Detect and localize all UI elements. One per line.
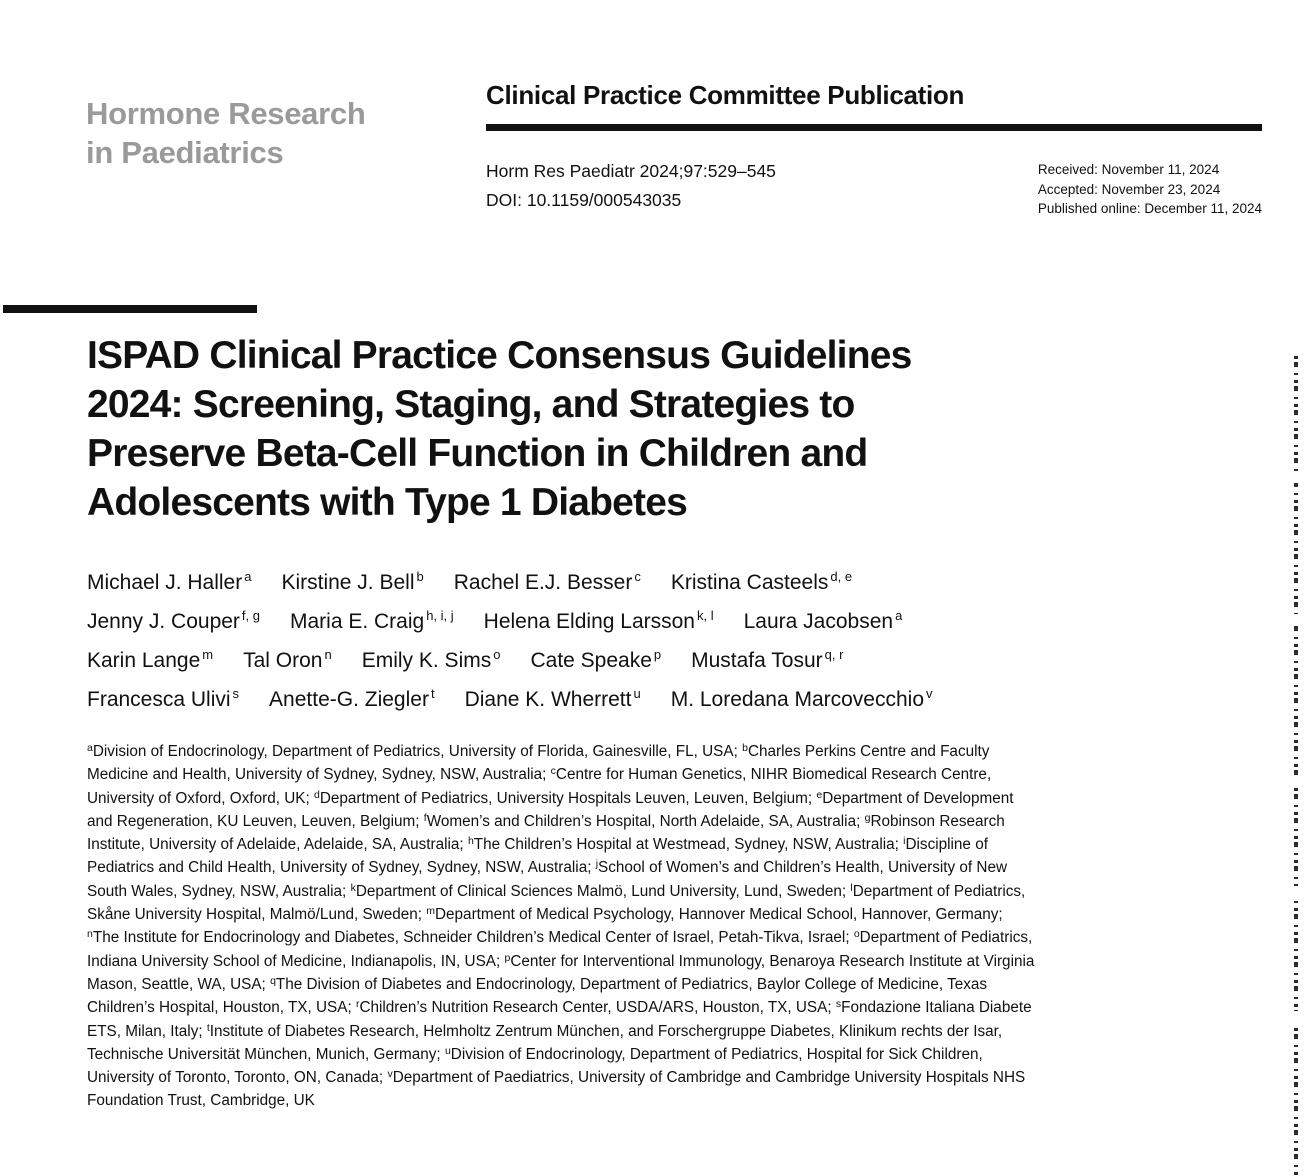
author-name: Laura Jacobsen $^a$ — [743, 608, 903, 633]
author-name: Michael J. Haller $^a$ — [87, 569, 252, 594]
author-name: Diane K. Wherrett $^u$ — [464, 686, 641, 711]
citation-block — [486, 157, 776, 215]
affiliation-superscript: s — [835, 998, 842, 1011]
author-row — [87, 609, 1087, 635]
author-affiliation-superscript: a — [244, 569, 252, 584]
author-affiliation-superscript: a — [895, 608, 903, 623]
author-affiliation-superscript: t — [430, 686, 435, 701]
author-affiliation-superscript: f, g — [241, 608, 260, 623]
header-meta-row — [486, 157, 1262, 219]
affiliation-superscript: p — [504, 951, 511, 964]
accepted-date: Accepted: November 23, 2024 — [1037, 181, 1221, 197]
article-title-line2: 2024: Screening, Staging, and Strategies to — [87, 383, 855, 426]
watermark-word-gap — [1294, 471, 1298, 483]
received-date: Received: November 11, 2024 — [1037, 162, 1220, 177]
article-title-line4: Adolescents with Type 1 Diabetes — [87, 481, 688, 524]
article-title — [87, 331, 1047, 527]
affiliation-superscript: g — [864, 811, 871, 824]
affiliation-superscript: i — [903, 835, 906, 848]
author-row — [87, 687, 1087, 713]
affiliation-superscript: r — [355, 998, 360, 1011]
author-affiliation-superscript: d, e — [830, 569, 853, 584]
author-name: Mustafa Tosur $^{q, r}$ — [691, 647, 844, 672]
affiliation-superscript: f — [423, 811, 427, 824]
publication-category: Clinical Practice Committee Publication — [486, 80, 965, 110]
affiliation-superscript: u — [444, 1044, 451, 1057]
author-affiliation-superscript: b — [416, 569, 424, 584]
journal-name-line1: Hormone Research — [86, 96, 366, 131]
author-name: Kristina Casteels $^{d, e}$ — [670, 569, 853, 594]
author-name: Cate Speake $^p$ — [530, 647, 662, 672]
affiliation-superscript: h — [467, 835, 474, 848]
journal-name-line2: in Paediatrics — [86, 135, 284, 170]
affiliation-superscript: t — [206, 1021, 210, 1034]
author-name: Jenny J. Couper $^{f, g}$ — [87, 608, 260, 633]
author-name: Kirstine J. Bell $^b$ — [281, 569, 424, 594]
author-name: Emily K. Sims $^o$ — [361, 647, 501, 672]
author-row — [87, 648, 1087, 674]
affiliation-superscript: d — [313, 788, 320, 801]
author-name: Rachel E.J. Besser $^c$ — [453, 569, 641, 594]
title-section-bar — [3, 305, 257, 313]
article-dates — [1038, 157, 1262, 219]
author-affiliation-superscript: c — [634, 569, 641, 584]
author-list — [87, 570, 1087, 726]
author-affiliation-superscript: q, r — [824, 647, 844, 662]
watermark-word-gap — [1294, 886, 1298, 896]
watermark-word-gap — [1294, 614, 1298, 624]
author-affiliation-superscript: n — [324, 647, 332, 662]
author-affiliation-superscript: h, i, j — [426, 608, 454, 623]
doi: DOI: 10.1159/000543035 — [486, 190, 682, 210]
author-affiliation-superscript: o — [493, 647, 501, 662]
author-affiliation-superscript: v — [926, 686, 933, 701]
published-date: Published online: December 11, 2024 — [1037, 201, 1262, 216]
affiliation-superscript: a — [87, 742, 93, 754]
affiliation-superscript: j — [595, 858, 599, 871]
affiliations: $^a$Division of Endocrinology, Department of Pediatrics, University of Florida, Gainesville, FL, USA; $^b$Charles Perkins Centre and Faculty Medicine and Health, University of Sydney, Sydney, NSW, Australia; $^c$Centre for Human Genetics, NIHR Biomedical Research Centre, University of Oxford, Oxford, UK; $^d$Department of Pediatrics, University Hospitals Leuven, Leuven, Belgium; $^e$Department of Development and Regeneration, KU Leuven, Leuven, Belgium; $^f$Women’s and Children’s Hospital, North Adelaide, SA, Australia; $^g$Robinson Research Institute, University of Adelaide, Adelaide, SA, Australia; $^h$The Children’s Hospital at Westmead, Sydney, NSW, Australia; $^i$Discipline of Pediatrics and Child Health, University of Sydney, Sydney, NSW, Australia; $^j$School of Women’s and Children’s Health, University of New South Wales, Sydney, NSW, Australia; $^k$Department of Clinical Sciences Malmö, Lund University, Lund, Sweden; $^l$Department of Pediatrics, Skåne University Hospital, Malmö/Lund, Sweden; $^m$Department of Medical Psychology, Hannover Medical School, Hannover, Germany; $^n$The Institute for Endocrinology and Diabetes, Schneider Children’s Medical Center of Israel, Petah-Tikva, Israel; $^o$Department of Pediatrics, Indiana University School of Medicine, Indianapolis, IN, USA; $^p$Center for Interventional Immunology, Benaroya Research Institute at Virginia Mason, Seattle, WA, USA; $^q$The Division of Diabetes and Endocrinology, Department of Pediatrics, Baylor College of Medicine, Texas Children’s Hospital, Houston, TX, USA; $^r$Children’s Nutrition Research Center, USDA/ARS, Houston, TX, USA; $^s$Fondazione Italiana Diabete ETS, Milan, Italy; $^t$Institute of Diabetes Research, Helmholtz Zentrum München, and Forschergruppe Diabetes, Klinikum rechts der Isar, Technische Universität München, Munich, Germany; $^u$Division of Endocrinology, Department of Pediatrics, Hospital for Sick Children, University of Toronto, Toronto, ON, Canada; $^v$Department of Paediatrics, University of Cambridge and Cambridge University Hospitals NHS Foundation Trust, Cambridge, UK — [87, 742, 1035, 1110]
journal-name — [86, 94, 365, 172]
affiliation-superscript: k — [350, 881, 356, 894]
author-affiliation-superscript: k, l — [696, 608, 714, 623]
affiliation-superscript: b — [742, 742, 748, 754]
author-name: Tal Oron $^n$ — [243, 647, 332, 672]
clipped-vertical-watermark-text — [1294, 356, 1298, 1176]
article-title-line3: Preserve Beta-Cell Function in Children and — [87, 432, 868, 475]
author-name: Maria E. Craig $^{h, i, j}$ — [290, 608, 454, 633]
author-name: Francesca Ulivi $^s$ — [87, 686, 240, 711]
journal-citation: Horm Res Paediatr 2024;97:529–545 — [486, 161, 776, 181]
author-affiliation-superscript: p — [653, 647, 662, 662]
author-affiliation-superscript: u — [633, 686, 641, 701]
affiliation-superscript: l — [850, 881, 853, 894]
affiliation-superscript: n — [87, 928, 93, 941]
author-affiliation-superscript: s — [232, 686, 240, 701]
affiliation-superscript: v — [387, 1068, 393, 1081]
affiliation-superscript: q — [270, 974, 276, 987]
author-row — [87, 570, 1087, 596]
watermark-word-gap — [1294, 1011, 1298, 1023]
article-title-line1: ISPAD Clinical Practice Consensus Guidelines — [87, 334, 912, 377]
author-name: Helena Elding Larsson $^{k, l}$ — [483, 608, 714, 633]
header-rule — [486, 124, 1262, 131]
affiliation-superscript: m — [426, 905, 435, 918]
author-name: Karin Lange $^m$ — [87, 647, 214, 672]
author-name: M. Loredana Marcovecchio $^v$ — [670, 686, 933, 711]
author-affiliation-superscript: m — [202, 647, 214, 662]
affiliation-superscript: c — [550, 765, 556, 778]
affiliation-superscript: e — [816, 788, 823, 801]
header-block — [486, 80, 1262, 219]
watermark-word-gap — [1294, 776, 1298, 788]
affiliation-superscript: o — [853, 928, 860, 941]
author-name: Anette-G. Ziegler $^t$ — [269, 686, 435, 711]
